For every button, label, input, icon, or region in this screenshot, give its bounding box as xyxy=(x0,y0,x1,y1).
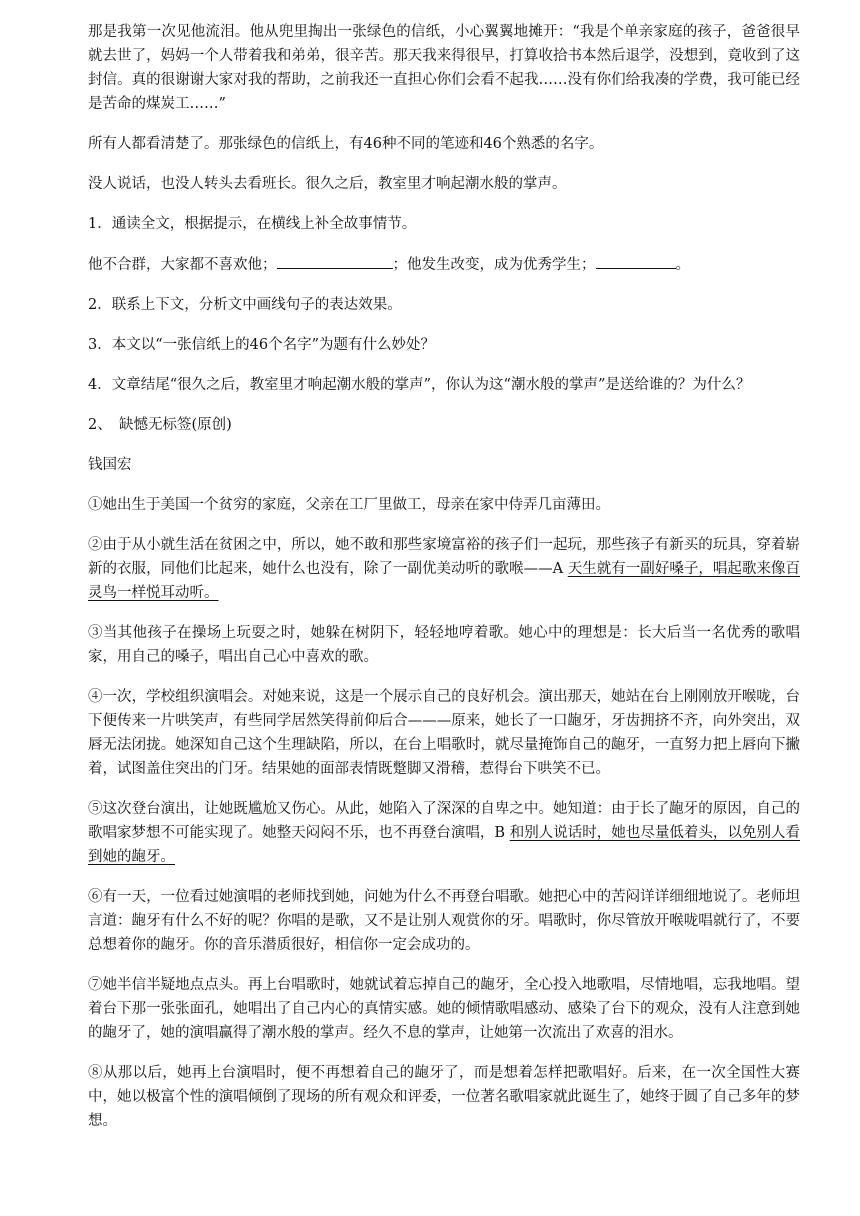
story2-paragraph-2 xyxy=(88,533,800,605)
question-3: 3．本文以“一张信纸上的46个名字”为题有什么妙处？ xyxy=(88,337,435,353)
question-2: 2．联系上下文，分析文中画线句子的表达效果。 xyxy=(88,297,402,313)
document-body xyxy=(88,20,800,1149)
fill-blank-2[interactable] xyxy=(596,252,676,269)
story2-paragraph-5 xyxy=(88,797,800,869)
story1-names-paragraph: 所有人都看清楚了。那张绿色的信纸上，有46种不同的笔迹和46个熟悉的名字。 xyxy=(88,136,604,152)
fill-text-b: ；他发生改变，成为优秀学生； xyxy=(392,257,596,273)
story2-paragraph-1: ①她出生于美国一个贫穷的家庭，父亲在工厂里做工，母亲在家中侍弄几亩薄田。 xyxy=(88,497,610,513)
story2-paragraph-8: ⑧从那以后，她再上台演唱时，便不再想着自己的龅牙了，而是想着怎样把歌唱好。后来，在一次全国性大赛中，她以极富个性的演唱倾倒了现场的所有观众和评委，一位著名歌唱家就此诞生了，她终于圆了自己多年的梦想。 xyxy=(88,1065,800,1129)
underlined-sentence-a: 天生就有一副好嗓子，唱起歌来像百灵鸟一样悦耳动听。 xyxy=(88,561,801,601)
fill-blank-1[interactable] xyxy=(277,252,393,269)
story2-paragraph-6: ⑥有一天，一位看过她演唱的老师找到她，问她为什么不再登台唱歌。她把心中的苦闷详详细细地说了。老师坦言道：龅牙有什么不好的呢？你唱的是歌，又不是让别人观赏你的牙。唱歌时，你尽管放开喉咙唱就行了，不要总想着你的龅牙。你的音乐潜质很好，相信你一定会成功的。 xyxy=(88,889,800,953)
p5-text: ⑤这次登台演出，让她既尴尬又伤心。从此，她陷入了深深的自卑之中。她知道：由于长了龅牙的原因，自己的歌唱家梦想不可能实现了。她整天闷闷不乐，也不再登台演唱，B xyxy=(88,801,800,841)
question-1-fill-line xyxy=(88,252,800,277)
question-1: 1．通读全文，根据提示，在横线上补全故事情节。 xyxy=(88,216,417,232)
story2-paragraph-7: ⑦她半信半疑地点点头。再上台唱歌时，她就试着忘掉自己的龅牙，全心投入地歌唱，尽情地唱，忘我地唱。望着台下那一张张面孔，她唱出了自己内心的真情实感。她的倾情歌唱感动、感染了台下的观众，没有人注意到她的龅牙了，她的演唱赢得了潮水般的掌声。经久不息的掌声，让她第一次流出了欢喜的泪水。 xyxy=(88,977,800,1041)
story2-paragraph-4: ④一次，学校组织演唱会。对她来说，这是一个展示自己的良好机会。演出那天，她站在台上刚刚放开喉咙，台下便传来一片哄笑声，有些同学居然笑得前仰后合———原来，她长了一口龅牙，牙齿拥挤不齐，向外突出，双唇无法闭拢。她深知自己这个生理缺陷，所以，在台上唱歌时，就尽量掩饰自己的龅牙，一直努力把上唇向下撇着，试图盖住突出的门牙。结果她的面部表情既蹩脚又滑稽，惹得台下哄笑不已。 xyxy=(88,689,800,777)
underlined-sentence-b: 和别人说话时，她也尽量低着头，以免别人看到她的龅牙。 xyxy=(88,825,801,865)
question-4: 4．文章结尾“很久之后，教室里才响起潮水般的掌声”，你认为这“潮水般的掌声”是送给谁的？为什么？ xyxy=(88,377,751,393)
p2-text: ②由于从小就生活在贫困之中，所以，她不敢和那些家境富裕的孩子们一起玩，那些孩子有新买的玩具，穿着崭新的衣服，同他们比起来，她什么也没有，除了一副优美动听的歌喉——A xyxy=(88,537,800,577)
story2-heading: 2、 缺憾无标签(原创) xyxy=(88,417,232,433)
fill-text-c: 。 xyxy=(675,257,690,273)
story2-paragraph-3: ③当其他孩子在操场上玩耍之时，她躲在树阴下，轻轻地哼着歌。她心中的理想是：长大后当一名优秀的歌唱家，用自己的嗓子，唱出自己心中喜欢的歌。 xyxy=(88,625,800,665)
story1-applause-paragraph: 没人说话，也没人转头去看班长。很久之后，教室里才响起潮水般的掌声。 xyxy=(88,176,567,192)
story1-letter-paragraph: 那是我第一次见他流泪。他从兜里掏出一张绿色的信纸，小心翼翼地摊开：“我是个单亲家庭的孩子，爸爸很早就去世了，妈妈一个人带着我和弟弟，很辛苦。那天我来得很早，打算收拾书本然后退学，没想到，竟收到了这封信。真的很谢谢大家对我的帮助，之前我还一直担心你们会看不起我……没有你们给我凑的学费，我可能已经是苦命的煤炭工……” xyxy=(88,24,800,112)
fill-text-a: 他不合群，大家都不喜欢他； xyxy=(88,257,277,273)
story2-author: 钱国宏 xyxy=(88,457,132,473)
